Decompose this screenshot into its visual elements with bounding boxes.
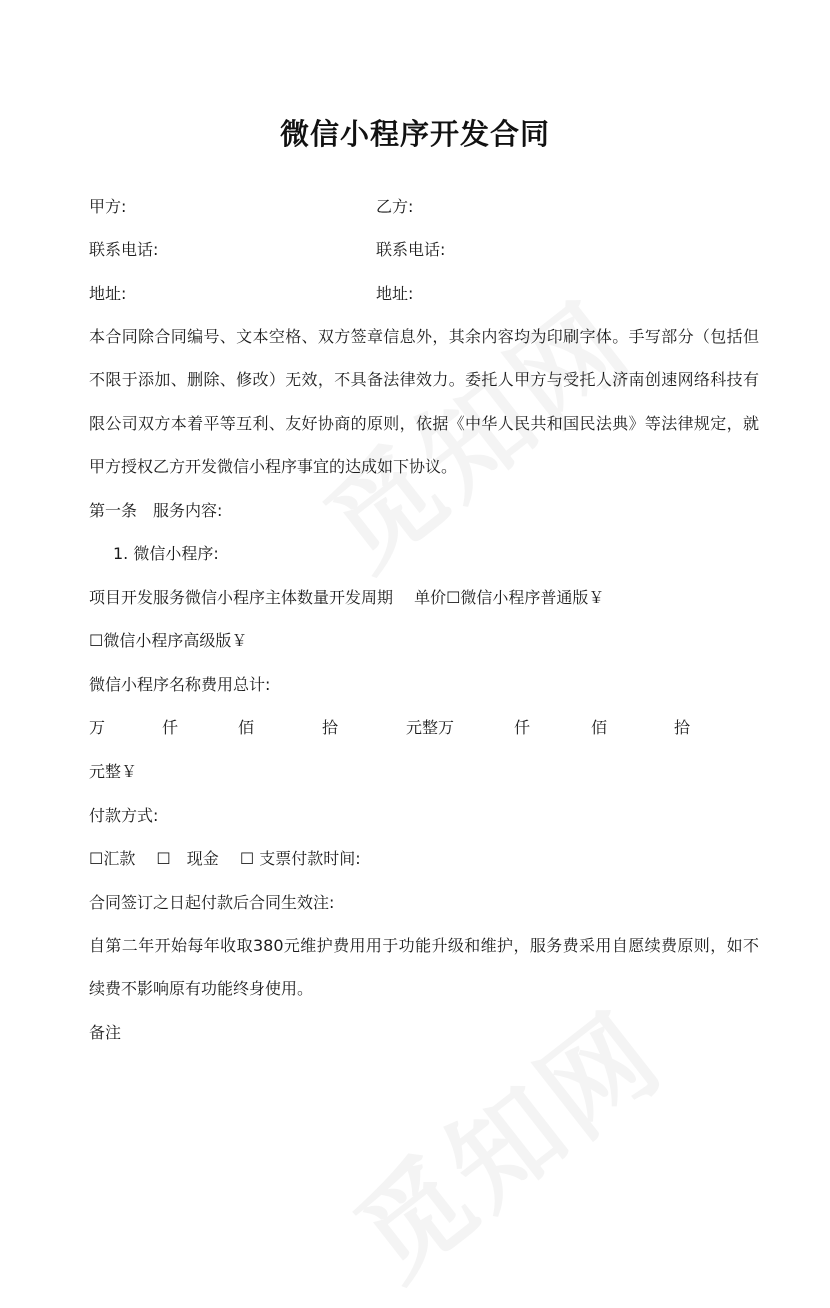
party-a-label: 甲方:	[89, 197, 127, 216]
page-title: 微信小程序开发合同	[279, 117, 550, 151]
article1-heading: 第一条 服务内容:	[89, 501, 223, 520]
amount-unit: 万	[89, 718, 106, 737]
amount-unit: 元整万	[406, 718, 455, 737]
remark-label: 备注	[89, 1023, 122, 1042]
amount-unit: 仟	[162, 718, 179, 737]
fee-total-label: 微信小程序名称费用总计:	[89, 675, 271, 694]
service-line: 项目开发服务微信小程序主体数量开发周期 单价☐微信小程序普通版￥	[89, 588, 605, 607]
advanced-version-line: ☐微信小程序高级版￥	[89, 631, 248, 650]
payment-effect: 合同签订之日起付款后合同生效注:	[89, 893, 335, 912]
amount-unit: 仟	[514, 718, 531, 737]
party-b-address: 地址:	[376, 284, 414, 303]
amount-unit: 佰	[238, 718, 255, 737]
party-a-address: 地址:	[89, 284, 127, 303]
maintenance-paragraph: 自第二年开始每年收取380元维护费用用于功能升级和维护，服务费采用自愿续费原则，如不续费不影响原有功能终身使用。	[89, 936, 759, 999]
intro-paragraph: 本合同除合同编号、文本空格、双方签章信息外，其余内容均为印刷字体。手写部分（包括但不限于添加、删除、修改）无效，不具备法律效力。委托人甲方与受托人济南创速网络科技有限公司双方本着平等互利、友好协商的原则，依据《中华人民共和国民法典》等法律规定，就甲方授权乙方开发微信小程序事宜的达成如下协议。	[89, 327, 759, 476]
watermark	[318, 970, 690, 1308]
payment-label: 付款方式:	[89, 806, 159, 825]
amount-unit: 拾	[322, 718, 339, 737]
party-b-phone: 联系电话:	[376, 240, 446, 259]
party-a-phone: 联系电话:	[89, 240, 159, 259]
article1-item1: 1. 微信小程序:	[113, 544, 219, 563]
payment-options: ☐汇款 ☐ 现金 ☐ 支票付款时间:	[89, 849, 361, 868]
amount-unit: 拾	[674, 718, 691, 737]
amount-end: 元整￥	[89, 762, 138, 781]
party-b-label: 乙方:	[376, 197, 414, 216]
amount-unit: 佰	[591, 718, 608, 737]
